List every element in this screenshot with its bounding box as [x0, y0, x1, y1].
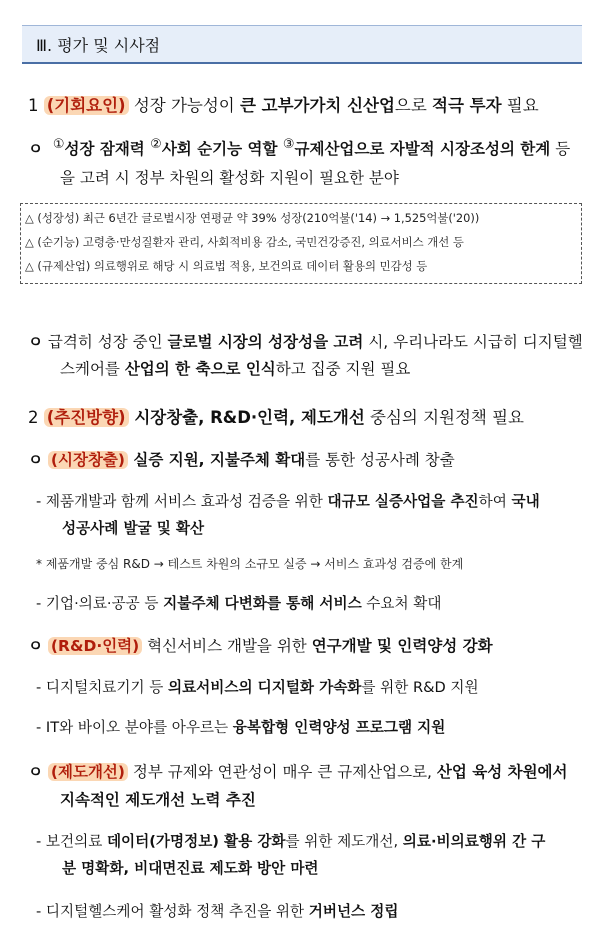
text: 필요 [501, 96, 539, 115]
bold-text: 글로벌 시장의 성장성을 고려 [167, 333, 364, 351]
evidence-box [20, 203, 582, 284]
bold-text: 데이터(가명정보) 활용 강화 [106, 833, 286, 850]
text: 를 통한 성공사례 창출 [305, 451, 455, 469]
text: 급격히 성장 중인 [42, 333, 168, 351]
bullet-marker: ㅇ [28, 451, 43, 469]
dash-continuation [62, 857, 319, 878]
bullet-marker: ㅇ [28, 140, 43, 158]
dash-item [36, 830, 545, 851]
category-tag: (시장창출) [48, 451, 128, 469]
bold-text: 지불주체 다변화를 통해 서비스 [163, 595, 362, 612]
bold-text: 의료·비의료행위 간 구 [402, 833, 546, 850]
text: 시, 우리나라도 시급히 디지털헬 [363, 333, 583, 351]
text: - 보건의료 [36, 833, 107, 850]
bold-text: 시장창출, R&D·인력, 제도개선 [128, 408, 365, 427]
bold-text: 대규모 실증사업을 추진 [327, 493, 479, 510]
category-tag: (R&D·인력) [48, 637, 142, 655]
text: 스케어를 [60, 360, 125, 378]
bullet-continuation: 을 고려 시 정부 차원의 활성화 지원이 필요한 분야 [60, 169, 399, 187]
bold-text: 사회 순기능 역할 [161, 140, 283, 158]
circled-number: ③ [282, 137, 295, 152]
box-line: △ (규제산업) 의료행위로 해당 시 의료법 적용, 보건의료 데이터 활용의 민감성 등 [25, 259, 428, 273]
section-title: Ⅲ. 평가 및 시사점 [36, 36, 161, 55]
bold-text: 큰 고부가가치 신산업 [239, 96, 395, 115]
text: - 제품개발과 함께 서비스 효과성 검증을 위한 [36, 493, 328, 510]
text: - 디지털헬스케어 활성화 정책 추진을 위한 [36, 903, 309, 920]
dash-item [36, 900, 398, 921]
category-tag: (추진방향) [44, 408, 129, 427]
dash-item [36, 716, 445, 737]
bold-text: 거버넌스 정립 [308, 903, 399, 920]
bold-text: 실증 지원, 지불주체 확대 [127, 451, 306, 469]
text: - 디지털치료기기 등 [36, 679, 168, 696]
dash-item [36, 490, 540, 511]
circled-number: ① [52, 137, 65, 152]
bold-text: 국내 [511, 493, 540, 510]
bullet-marker: ㅇ [28, 763, 43, 781]
text: 으로 [394, 96, 433, 115]
bullet-item [28, 137, 570, 159]
section-header [22, 25, 582, 64]
dash-item [36, 592, 441, 613]
text: - IT와 바이오 분야를 아우르는 [36, 719, 233, 736]
section-1-heading [28, 92, 539, 116]
dash-continuation [62, 517, 204, 538]
bold-text: 산업의 한 축으로 인식 [124, 360, 276, 378]
text: 하여 [478, 493, 512, 510]
text: 성장 가능성이 [128, 96, 240, 115]
text: 하고 집중 지원 필요 [275, 360, 411, 378]
dash-item [36, 676, 479, 697]
bold-text: 규제산업으로 자발적 시장조성의 한계 [294, 140, 551, 158]
category-tag: (제도개선) [48, 763, 128, 781]
section-2-heading [28, 404, 524, 428]
bold-text: 융복합형 인력양성 프로그램 지원 [232, 719, 446, 736]
bold-text: 산업 육성 차원에서 [436, 763, 568, 781]
bold-text: 분 명확화, 비대면진료 제도화 방안 마련 [62, 860, 319, 877]
section-number: 2 [28, 408, 39, 427]
bullet-item [28, 634, 493, 656]
bullet-item [28, 448, 455, 470]
section-number: 1 [28, 96, 39, 115]
text: 정부 규제와 연관성이 매우 큰 규제산업으로, [127, 763, 437, 781]
text: - 기업·의료·공공 등 [36, 595, 164, 612]
bullet-marker: ㅇ [28, 333, 43, 351]
bullet-marker: ㅇ [28, 637, 43, 655]
bullet-item [28, 330, 583, 352]
text: 등 [550, 140, 571, 158]
bullet-continuation [60, 357, 410, 379]
footnote: * 제품개발 중심 R&D → 테스트 차원의 소규모 실증 → 서비스 효과성 검증에 한계 [36, 557, 464, 571]
bold-text: 성장 잠재력 [64, 140, 151, 158]
bold-text: 연구개발 및 인력양성 강화 [311, 637, 493, 655]
box-line: △ (순기능) 고령층·만성질환자 관리, 사회적비용 감소, 국민건강증진, 의료서비스 개선 등 [25, 235, 464, 249]
bullet-continuation [60, 788, 256, 810]
circled-number: ② [150, 137, 162, 152]
box-line: △ (성장성) 최근 6년간 글로벌시장 연평균 약 39% 성장(210억불('14) → 1,525억불('20)) [25, 211, 480, 225]
category-tag: (기회요인) [44, 96, 129, 115]
bold-text: 성공사례 발굴 및 확산 [62, 520, 205, 537]
bold-text: 의료서비스의 디지털화 가속화 [167, 679, 362, 696]
bold-text: 지속적인 제도개선 노력 추진 [60, 791, 256, 809]
text: 를 위한 제도개선, [285, 833, 403, 850]
bold-text: 적극 투자 [432, 96, 502, 115]
text: 수요처 확대 [361, 595, 442, 612]
text: 중심의 지원정책 필요 [364, 408, 524, 427]
text: 를 위한 R&D 지원 [361, 679, 479, 696]
bullet-item [28, 760, 568, 782]
text: 혁신서비스 개발을 위한 [142, 637, 312, 655]
